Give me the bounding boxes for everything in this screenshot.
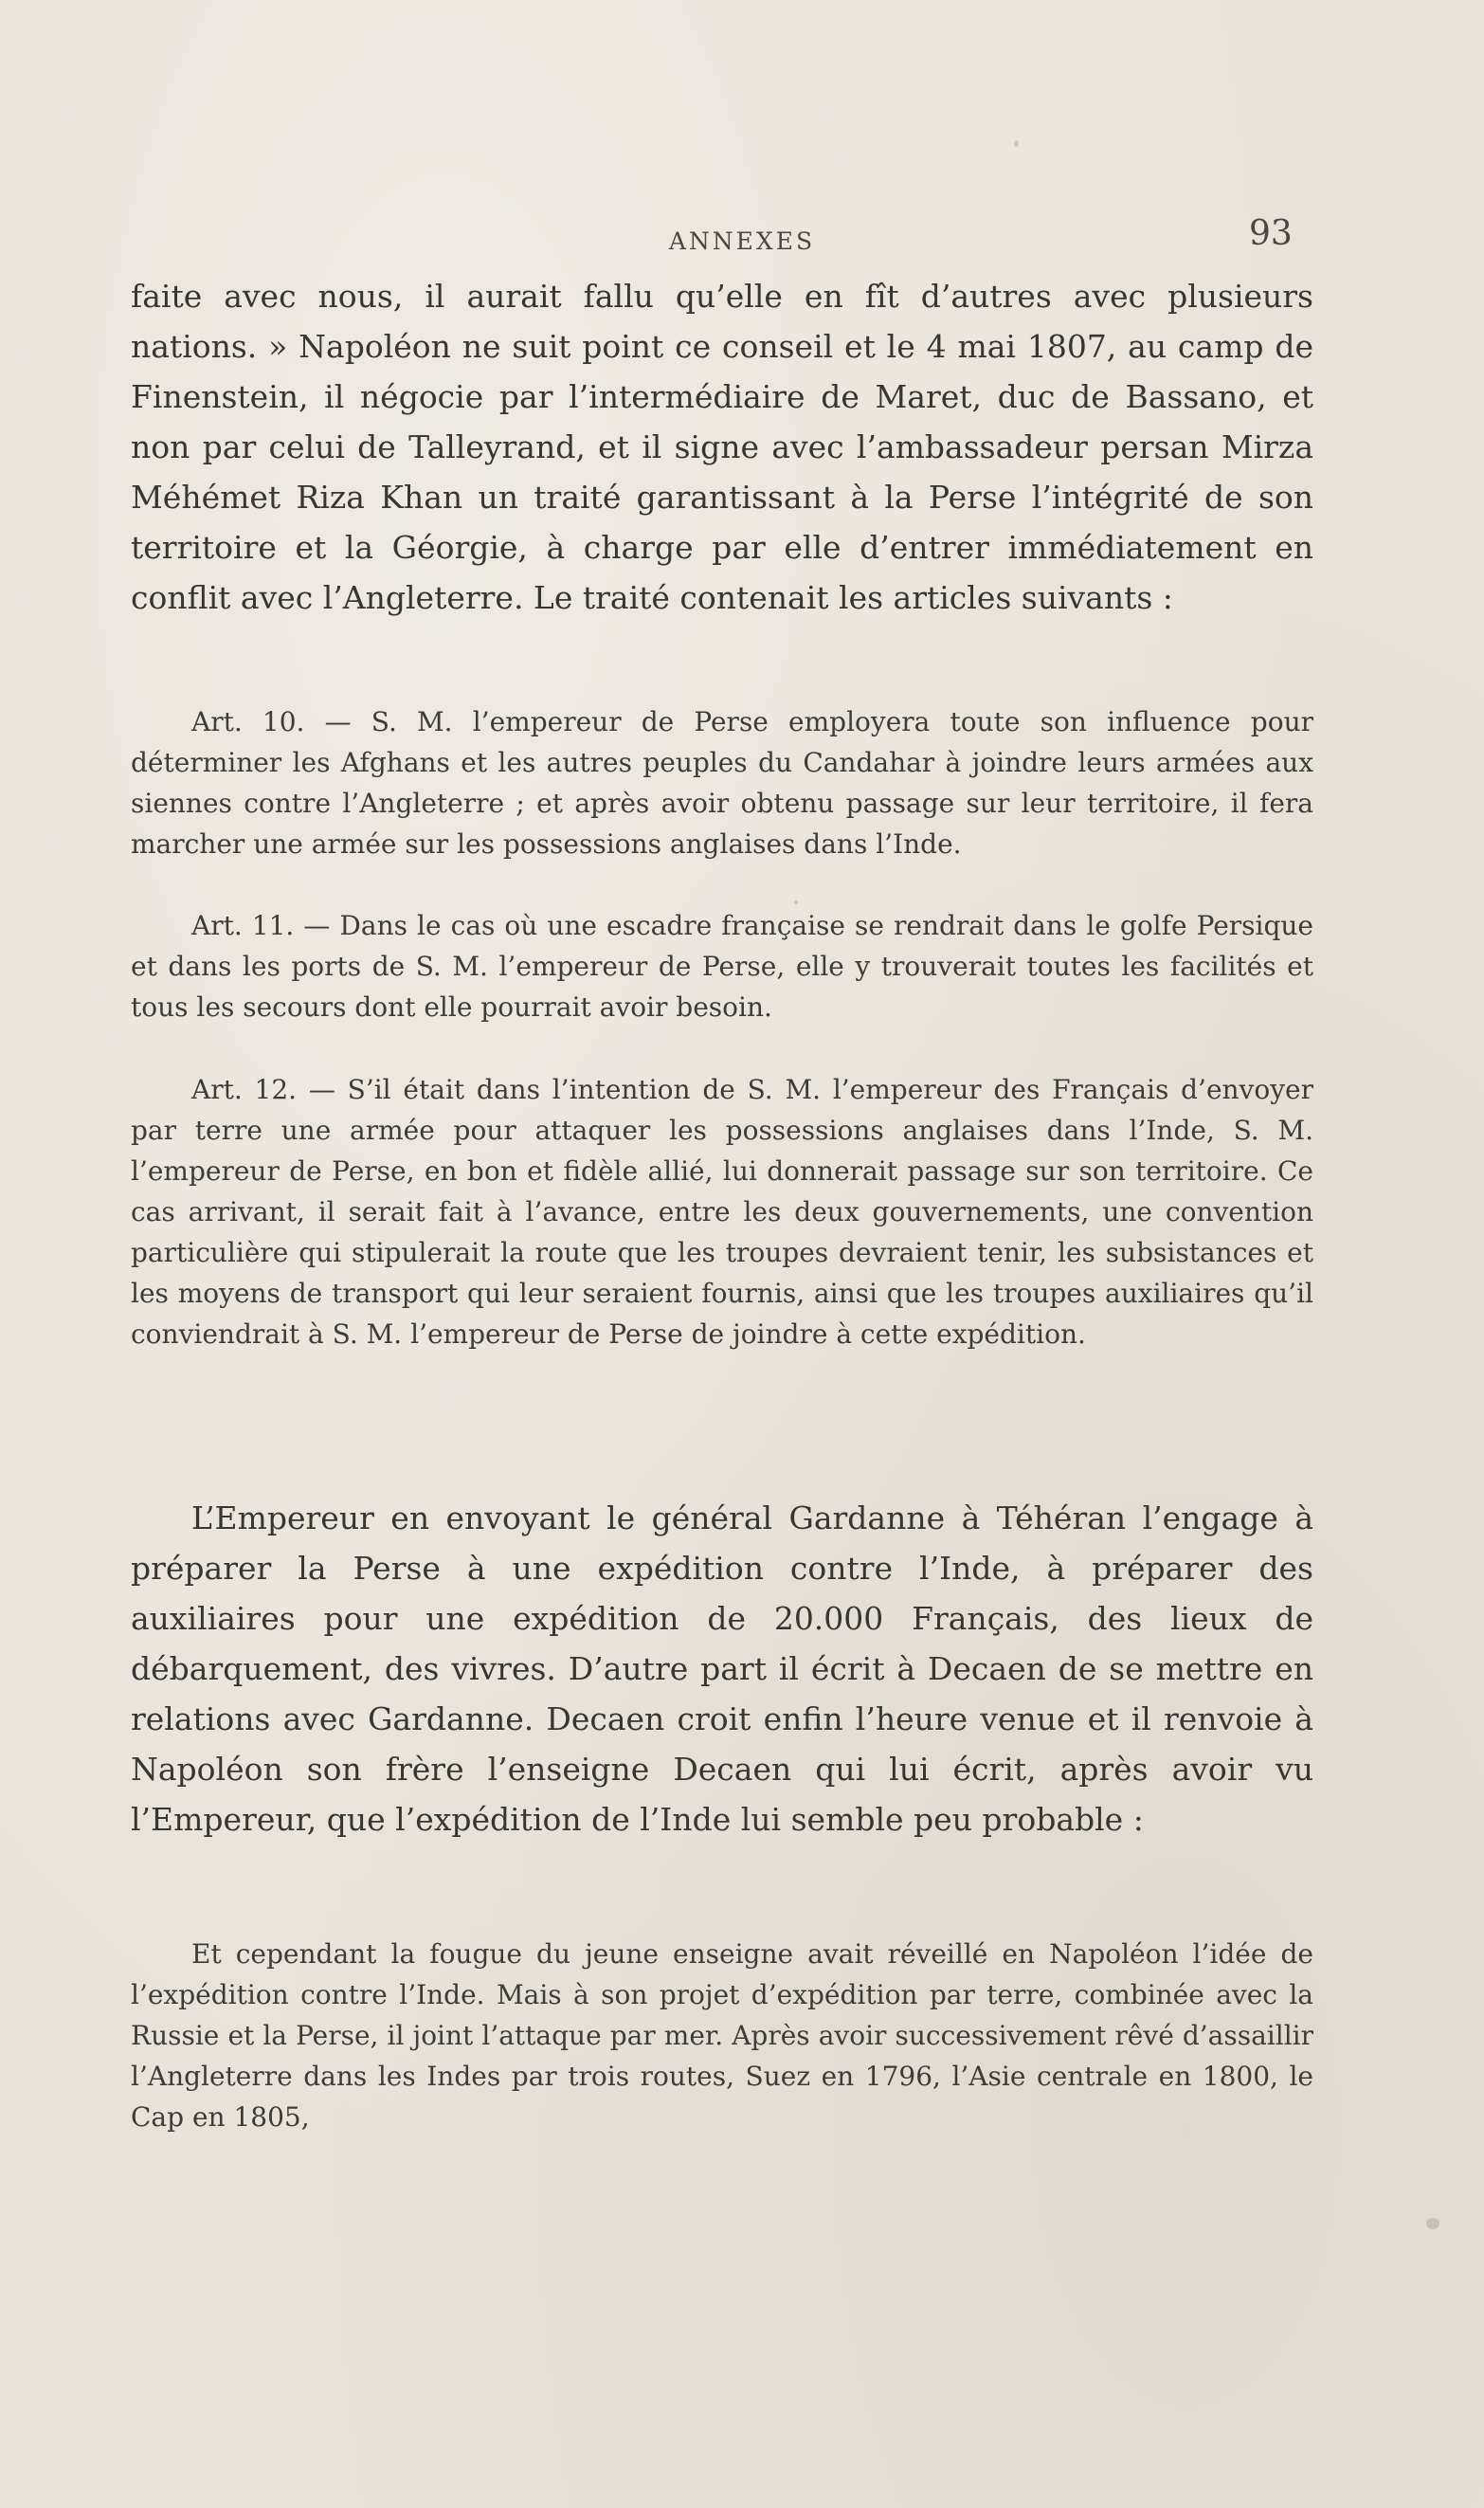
- paper-speck: [1014, 140, 1019, 147]
- paragraph-intro: faite avec nous, il aurait fallu qu’elle en fît d’autres avec plusieurs nations. » Napoléon ne suit point ce conseil et le 4 mai 1807, au camp de Finenstein, il négocie par l’intermédiaire de Maret, duc de Bassano, et non par celui de Talleyrand, et il signe avec l’ambassadeur persan Mirza Méhémet Riza Khan un traité garantissant à la Perse l’intégrité de son territoire et la Géorgie, à charge par elle d’entrer immédiatement en conflit avec l’Angleterre. Le traité contenait les articles suivants :: [131, 278, 1313, 616]
- paragraph-napoleon: Et cependant la fougue du jeune enseigne avait réveillé en Napoléon l’idée de l’expédition contre l’Inde. Mais à son projet d’expédition par terre, combinée avec la Russie et la Perse, il joint l’attaque par mer. Après avoir successivement rêvé d’assaillir l’Angleterre dans les Indes par trois routes, Suez en 1796, l’Asie centrale en 1800, le Cap en 1805,: [131, 1938, 1313, 2133]
- article-10: Art. 10. — S. M. l’empereur de Perse employera toute son influence pour déterminer les Afghans et les autres peuples du Candahar à joindre leurs armées aux siennes contre l’Angleterre ; et après avoir obtenu passage sur leur territoire, il fera marcher une armée sur les possessions anglaises dans l’Inde.: [131, 706, 1313, 860]
- paper-speck: [794, 900, 798, 904]
- article-11: Art. 11. — Dans le cas où une escadre française se rendrait dans le golfe Persique et dans les ports de S. M. l’empereur de Perse, elle y trouverait toutes les facilités et tous les secours dont elle pourrait avoir besoin.: [131, 910, 1313, 1023]
- running-header: ANNEXES: [668, 227, 816, 255]
- paper-speck: [1426, 2218, 1439, 2229]
- article-12: Art. 12. — S’il était dans l’intention de S. M. l’empereur des Français d’envoyer par terre une armée pour attaquer les possessions anglaises dans l’Inde, S. M. l’empereur de Perse, en bon et fidèle allié, lui donnerait passage sur son territoire. Ce cas arrivant, il serait fait à l’avance, entre les deux gouvernements, une convention particulière qui stipulerait la route que les troupes devraient tenir, les subsistances et les moyens de transport qui leur seraient fournis, ainsi que les troupes auxiliaires qu’il conviendrait à S. M. l’empereur de Perse de joindre à cette expédition.: [131, 1074, 1313, 1350]
- paragraph-emperor: L’Empereur en envoyant le général Gardanne à Téhéran l’engage à préparer la Perse à une expédition contre l’Inde, à préparer des auxiliaires pour une expédition de 20.000 Français, des lieux de débarquement, des vivres. D’autre part il écrit à Decaen de se mettre en relations avec Gardanne. Decaen croit enfin l’heure venue et il renvoie à Napoléon son frère l’enseigne Decaen qui lui écrit, après avoir vu l’Empereur, que l’expédition de l’Inde lui semble peu probable :: [131, 1499, 1313, 1838]
- page-number: 93: [1249, 214, 1293, 253]
